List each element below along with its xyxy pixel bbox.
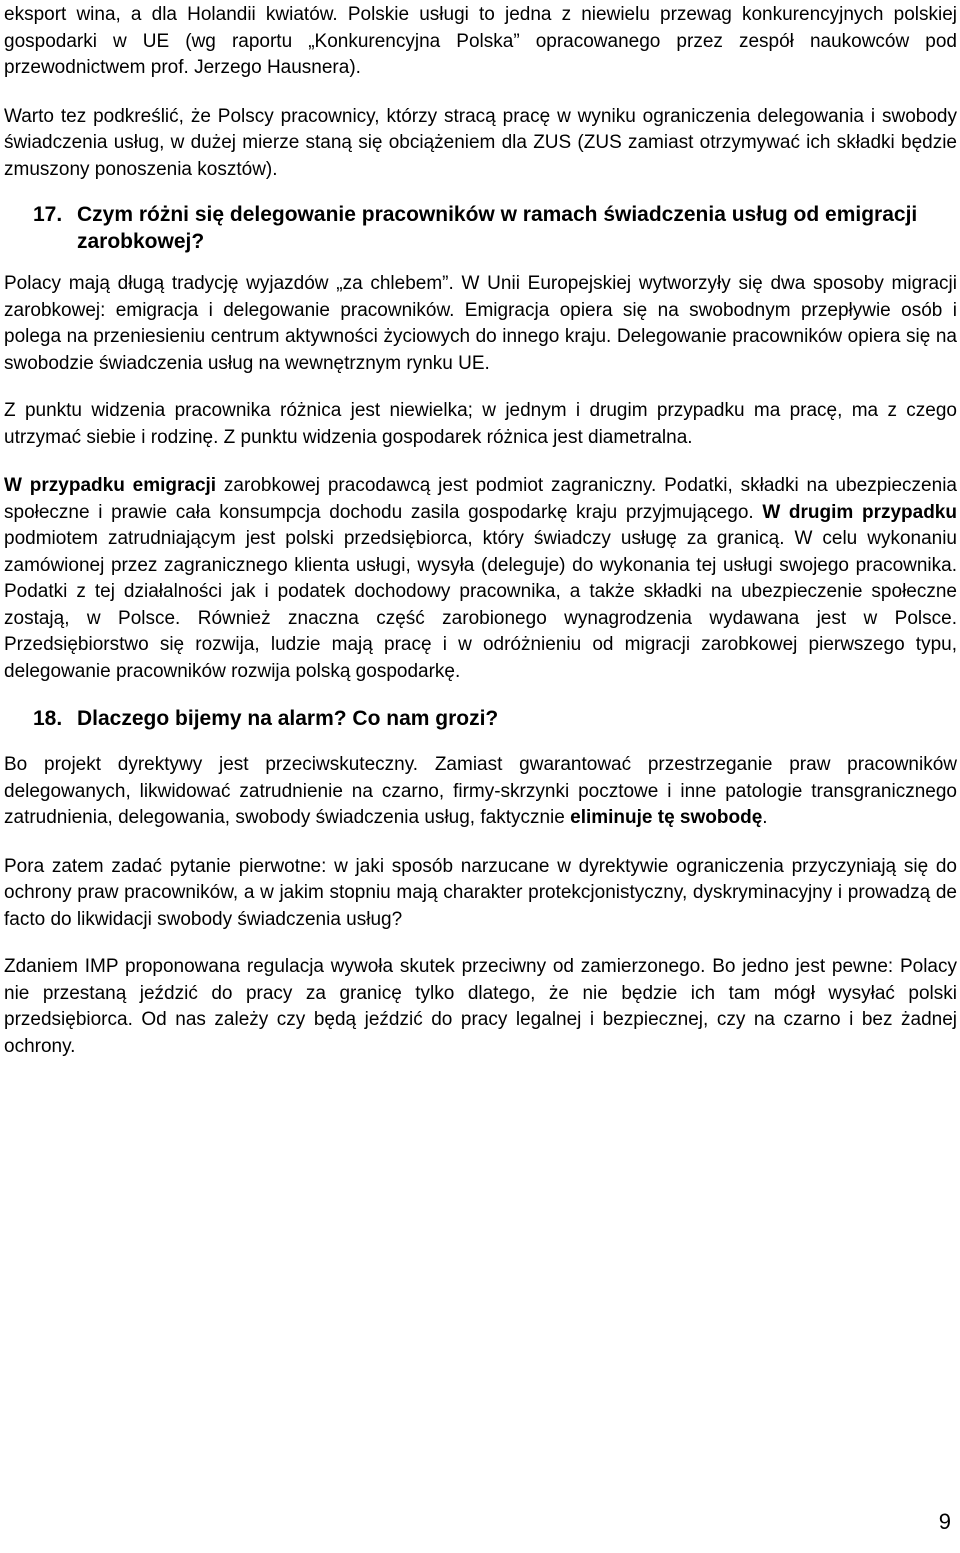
- text-period: .: [762, 807, 768, 828]
- paragraph-counterproductive: [4, 752, 957, 832]
- document-page: [4, 0, 957, 1060]
- question-18-heading: [4, 705, 957, 732]
- bold-eliminates-freedom: eliminuje tę swobodę: [570, 807, 763, 828]
- question-17-heading: [4, 201, 957, 255]
- paragraph-two-cases: [4, 473, 957, 685]
- paragraph-zus: Warto tez podkreślić, że Polscy pracownicy, którzy stracą pracę w wyniku ograniczenia delegowania i swobody świadczenia usług, w dużej mierze staną się obciążeniem dla ZUS (ZUS zamiast otrzymywać ich składki będzie zmuszony ponoszenia kosztów).: [4, 105, 957, 180]
- question-18-title: Dlaczego bijemy na alarm? Co nam grozi?: [77, 707, 499, 730]
- paragraph-worker-perspective: Z punktu widzenia pracownika różnica jest niewielka; w jednym i drugim przypadku ma pracę, ma z czego utrzymać siebie i rodzinę. Z punktu widzenia gospodarek różnica jest diametralna.: [4, 400, 957, 448]
- question-18-number: 18.: [33, 707, 63, 730]
- paragraph-question: Pora zatem zadać pytanie pierwotne: w jaki sposób narzucane w dyrektywie ograniczenia przyczyniają się do ochrony praw pracowników, a w jakim stopniu mają charakter protekcjonistyczny, dyskryminacyjny i prowadzą de facto do likwidacji swobody świadczenia usług?: [4, 855, 957, 930]
- question-17-number: 17.: [33, 203, 63, 226]
- question-17-title: Czym różni się delegowanie pracowników w ramach świadczenia usług od emigracji zarobkowej?: [77, 203, 918, 253]
- page-number: 9: [938, 1509, 951, 1534]
- bold-second-case: W drugim przypadku: [762, 501, 957, 523]
- text-second-case: podmiotem zatrudniającym jest polski przedsiębiorca, który świadczy usługę za granicą. W celu wykonaniu zamówionej przez zagranicznego klienta usługi, wysyła (deleguje) do wykonania tej usługi swojego pracownika. Podatki z tej działalności jak i podatek dochodowy pracownika, a także składki na ubezpieczenie społeczne zostają, w Polsce. Również znaczna część zarobionego wynagrodzenia wydawana jest w Polsce. Przedsiębiorstwo się rozwija, ludzie mają pracę i w odróżnieniu od migracji zarobkowej pierwszego typu, delegowanie pracowników rozwija polską gospodarkę.: [4, 528, 957, 682]
- paragraph-export: eksport wina, a dla Holandii kwiatów. Polskie usługi to jedna z niewielu przewag konkurencyjnych polskiej gospodarki w UE (wg raportu „Konkurencyjna Polska” opracowanego przez zespół naukowców pod przewodnictwem prof. Jerzego Hausnera).: [4, 4, 957, 78]
- paragraph-emigration-types: Polacy mają długą tradycję wyjazdów „za chlebem”. W Unii Europejskiej wytworzyły się dwa sposoby migracji zarobkowej: emigracja i delegowanie pracowników. Emigracja opiera się na swobodnym przepływie osób i polega na przeniesieniu centrum aktywności życiowych do innego kraju. Delegowanie pracowników opiera się na swobodzie świadczenia usług na wewnętrznym rynku UE.: [4, 273, 957, 374]
- paragraph-imp-opinion: Zdaniem IMP proponowana regulacja wywoła skutek przeciwny od zamierzonego. Bo jedno jest pewne: Polacy nie przestaną jeździć do pracy za granicę tylko dlatego, że nie będzie ich tam mógł wysyłać polski przedsiębiorca. Od nas zależy czy będą jeździć do pracy legalnej i bezpiecznej, czy na czarno i bez żadnej ochrony.: [4, 956, 957, 1057]
- text-emigration-case: zarobkowej pracodawcą jest podmiot zagraniczny. Podatki, składki na ubezpieczenia społeczne i prawie cała konsumpcja dochodu zasila gospodarkę kraju przyjmującego.: [4, 475, 957, 523]
- bold-emigration-case: W przypadku emigracji: [4, 475, 217, 496]
- text-counterproductive: Bo projekt dyrektywy jest przeciwskuteczny. Zamiast gwarantować przestrzeganie praw pracowników delegowanych, likwidować zatrudnienie na czarno, firmy-skrzynki pocztowe i inne patologie transgranicznego zatrudnienia, delegowania, swobody świadczenia usług, faktycznie: [4, 754, 957, 828]
